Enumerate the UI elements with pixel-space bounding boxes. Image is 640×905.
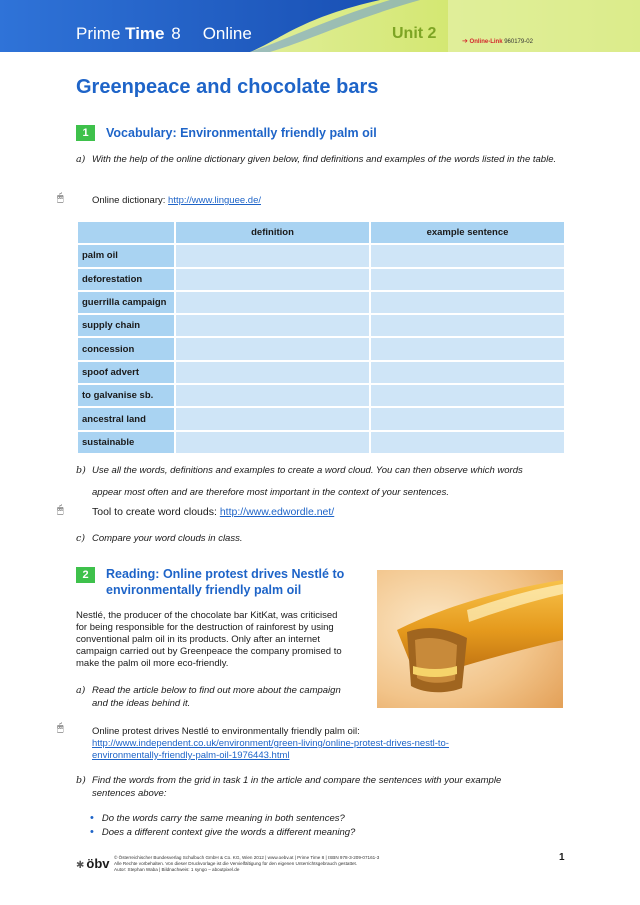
section-2-heading-line1: Reading: Online protest drives Nestlé to xyxy=(106,567,345,581)
definition-cell[interactable] xyxy=(176,432,369,453)
table-row xyxy=(78,245,564,266)
task-2a-line1: Read the article below to find out more about the campaign xyxy=(92,685,341,696)
dictionary-prefix: Online dictionary: xyxy=(92,195,169,206)
footer-copyright xyxy=(114,855,379,873)
task-2a-line2: and the ideas behind it. xyxy=(92,698,191,709)
example-cell[interactable] xyxy=(371,408,564,429)
section-2-heading-line2: environmentally friendly palm oil xyxy=(106,583,302,597)
article-link-line1[interactable]: http://www.independent.co.uk/environment/green-living/online-protest-drives-nestl-to- xyxy=(92,738,449,749)
task-2b-line1: Find the words from the grid in task 1 in the article and compare the sentences with your example xyxy=(92,775,502,786)
publisher-logo xyxy=(76,856,110,871)
table-row xyxy=(78,432,564,453)
intro-line: Nestlé, the producer of the chocolate bar KitKat, was criticised xyxy=(76,610,338,621)
mouse-icon: 🖱 xyxy=(57,722,64,734)
online-link-code: 960179-02 xyxy=(502,39,533,45)
task-1b-line2: appear most often and are therefore most important in the context of your sentences. xyxy=(92,487,449,498)
definition-cell[interactable] xyxy=(176,408,369,429)
tool-prefix: Tool to create word clouds: xyxy=(92,506,220,518)
online-dictionary-line xyxy=(92,195,261,208)
table-row xyxy=(78,292,564,313)
example-cell[interactable] xyxy=(371,362,564,383)
task-2b-label: b) xyxy=(76,775,86,786)
section-2-number: 2 xyxy=(76,567,95,583)
example-cell[interactable] xyxy=(371,432,564,453)
article-link-line2[interactable]: environmentally-friendly-palm-oil-1976443.html xyxy=(92,750,290,761)
table-row xyxy=(78,269,564,290)
example-cell[interactable] xyxy=(371,245,564,266)
table-header-row xyxy=(78,222,564,243)
task-2b-line2: sentences above: xyxy=(92,788,167,799)
bullet-item xyxy=(90,812,345,824)
table-row xyxy=(78,338,564,359)
mouse-icon: 🖱 xyxy=(57,192,64,204)
chocolate-bar-illustration xyxy=(377,570,563,708)
task-1b-label: b) xyxy=(76,465,86,476)
publisher-logo-text: öbv xyxy=(86,856,110,871)
term-cell: supply chain xyxy=(78,315,174,336)
task-1c-text: Compare your word clouds in class. xyxy=(92,533,243,544)
intro-line: campaign carried out by Greenpeace the company promised to xyxy=(76,646,342,657)
table-row xyxy=(78,315,564,336)
word-cloud-tool-line xyxy=(92,506,334,519)
task-1b-line1: Use all the words, definitions and examples to create a word cloud. You can then observe which words xyxy=(92,465,523,476)
task-1c-label: c) xyxy=(76,533,86,544)
task-1a-text: With the help of the online dictionary given below, find definitions and examples of the words listed in the table. xyxy=(92,154,557,165)
word-cloud-link[interactable]: http://www.edwordle.net/ xyxy=(219,506,335,518)
brand-title xyxy=(76,24,252,44)
term-cell: concession xyxy=(78,338,174,359)
table-row xyxy=(78,408,564,429)
dictionary-link[interactable]: http://www.linguee.de/ xyxy=(168,195,261,206)
example-cell[interactable] xyxy=(371,338,564,359)
chocolate-bar-photo xyxy=(377,570,563,708)
bullet-item xyxy=(90,826,355,838)
bullet-text: Do the words carry the same meaning in both sentences? xyxy=(101,813,345,824)
header-banner xyxy=(0,0,640,52)
unit-label: Unit 2 xyxy=(392,25,437,42)
brand-online: Online xyxy=(202,24,252,43)
brand-number: 8 xyxy=(166,24,181,43)
bullet-text: Does a different context give the words a different meaning? xyxy=(101,827,356,838)
bullet-dot-icon: • xyxy=(90,826,94,838)
page-title: Greenpeace and chocolate bars xyxy=(76,76,379,98)
example-cell[interactable] xyxy=(371,315,564,336)
example-cell[interactable] xyxy=(371,385,564,406)
online-link-label: Online-Link xyxy=(469,39,503,45)
footer-line: Alle Rechte vorbehalten. Von dieser Druckvorlage ist die Vervielfältigung für den eigenen Unterrichtsgebrauch gestattet. xyxy=(114,861,358,866)
brand-time: Time xyxy=(125,24,165,43)
intro-line: make the palm oil more eco-friendly. xyxy=(76,658,229,669)
footer-line: © Österreichischer Bundesverlag Schulbuch GmbH & Co. KG, Wien 2012 | www.oebv.at | Prime Time 8 | ISBN 978-3-209-07161-3 xyxy=(114,855,380,860)
term-cell: ancestral land xyxy=(78,408,174,429)
footer-line: Autor: Stephan Waba | Bildnachweis: 1 syngo – aboutpixel.de xyxy=(114,867,240,872)
intro-line: for being responsible for the destruction of rainforest by using xyxy=(76,622,334,633)
bullet-dot-icon: • xyxy=(90,812,94,824)
term-cell: guerrilla campaign xyxy=(78,292,174,313)
mouse-icon: 🖱 xyxy=(57,504,64,516)
task-1a-label: a) xyxy=(76,154,86,165)
table-header-definition: definition xyxy=(176,222,369,243)
definition-cell[interactable] xyxy=(176,315,369,336)
example-cell[interactable] xyxy=(371,292,564,313)
vocabulary-table xyxy=(76,220,566,455)
definition-cell[interactable] xyxy=(176,362,369,383)
definition-cell[interactable] xyxy=(176,385,369,406)
definition-cell[interactable] xyxy=(176,338,369,359)
task-2a-label: a) xyxy=(76,685,86,696)
term-cell: spoof advert xyxy=(78,362,174,383)
brand-prime: Prime xyxy=(76,24,126,43)
intro-line: conventional palm oil in its products. Only after an internet xyxy=(76,634,320,645)
term-cell: deforestation xyxy=(78,269,174,290)
definition-cell[interactable] xyxy=(176,292,369,313)
section-1-number: 1 xyxy=(76,125,95,141)
star-icon: ✱ xyxy=(76,860,85,871)
definition-cell[interactable] xyxy=(176,269,369,290)
table-row xyxy=(78,362,564,383)
page-number: 1 xyxy=(559,852,565,863)
section-1-heading: Vocabulary: Environmentally friendly palm oil xyxy=(106,126,377,140)
article-title: Online protest drives Nestlé to environmentally friendly palm oil: xyxy=(92,726,360,737)
term-cell: sustainable xyxy=(78,432,174,453)
table-row xyxy=(78,385,564,406)
example-cell[interactable] xyxy=(371,269,564,290)
term-cell: to galvanise sb. xyxy=(78,385,174,406)
table-header-empty xyxy=(78,222,174,243)
arrow-icon: ➔ xyxy=(462,38,468,45)
definition-cell[interactable] xyxy=(176,245,369,266)
term-cell: palm oil xyxy=(78,245,174,266)
online-link[interactable] xyxy=(462,37,533,45)
table-header-example: example sentence xyxy=(371,222,564,243)
